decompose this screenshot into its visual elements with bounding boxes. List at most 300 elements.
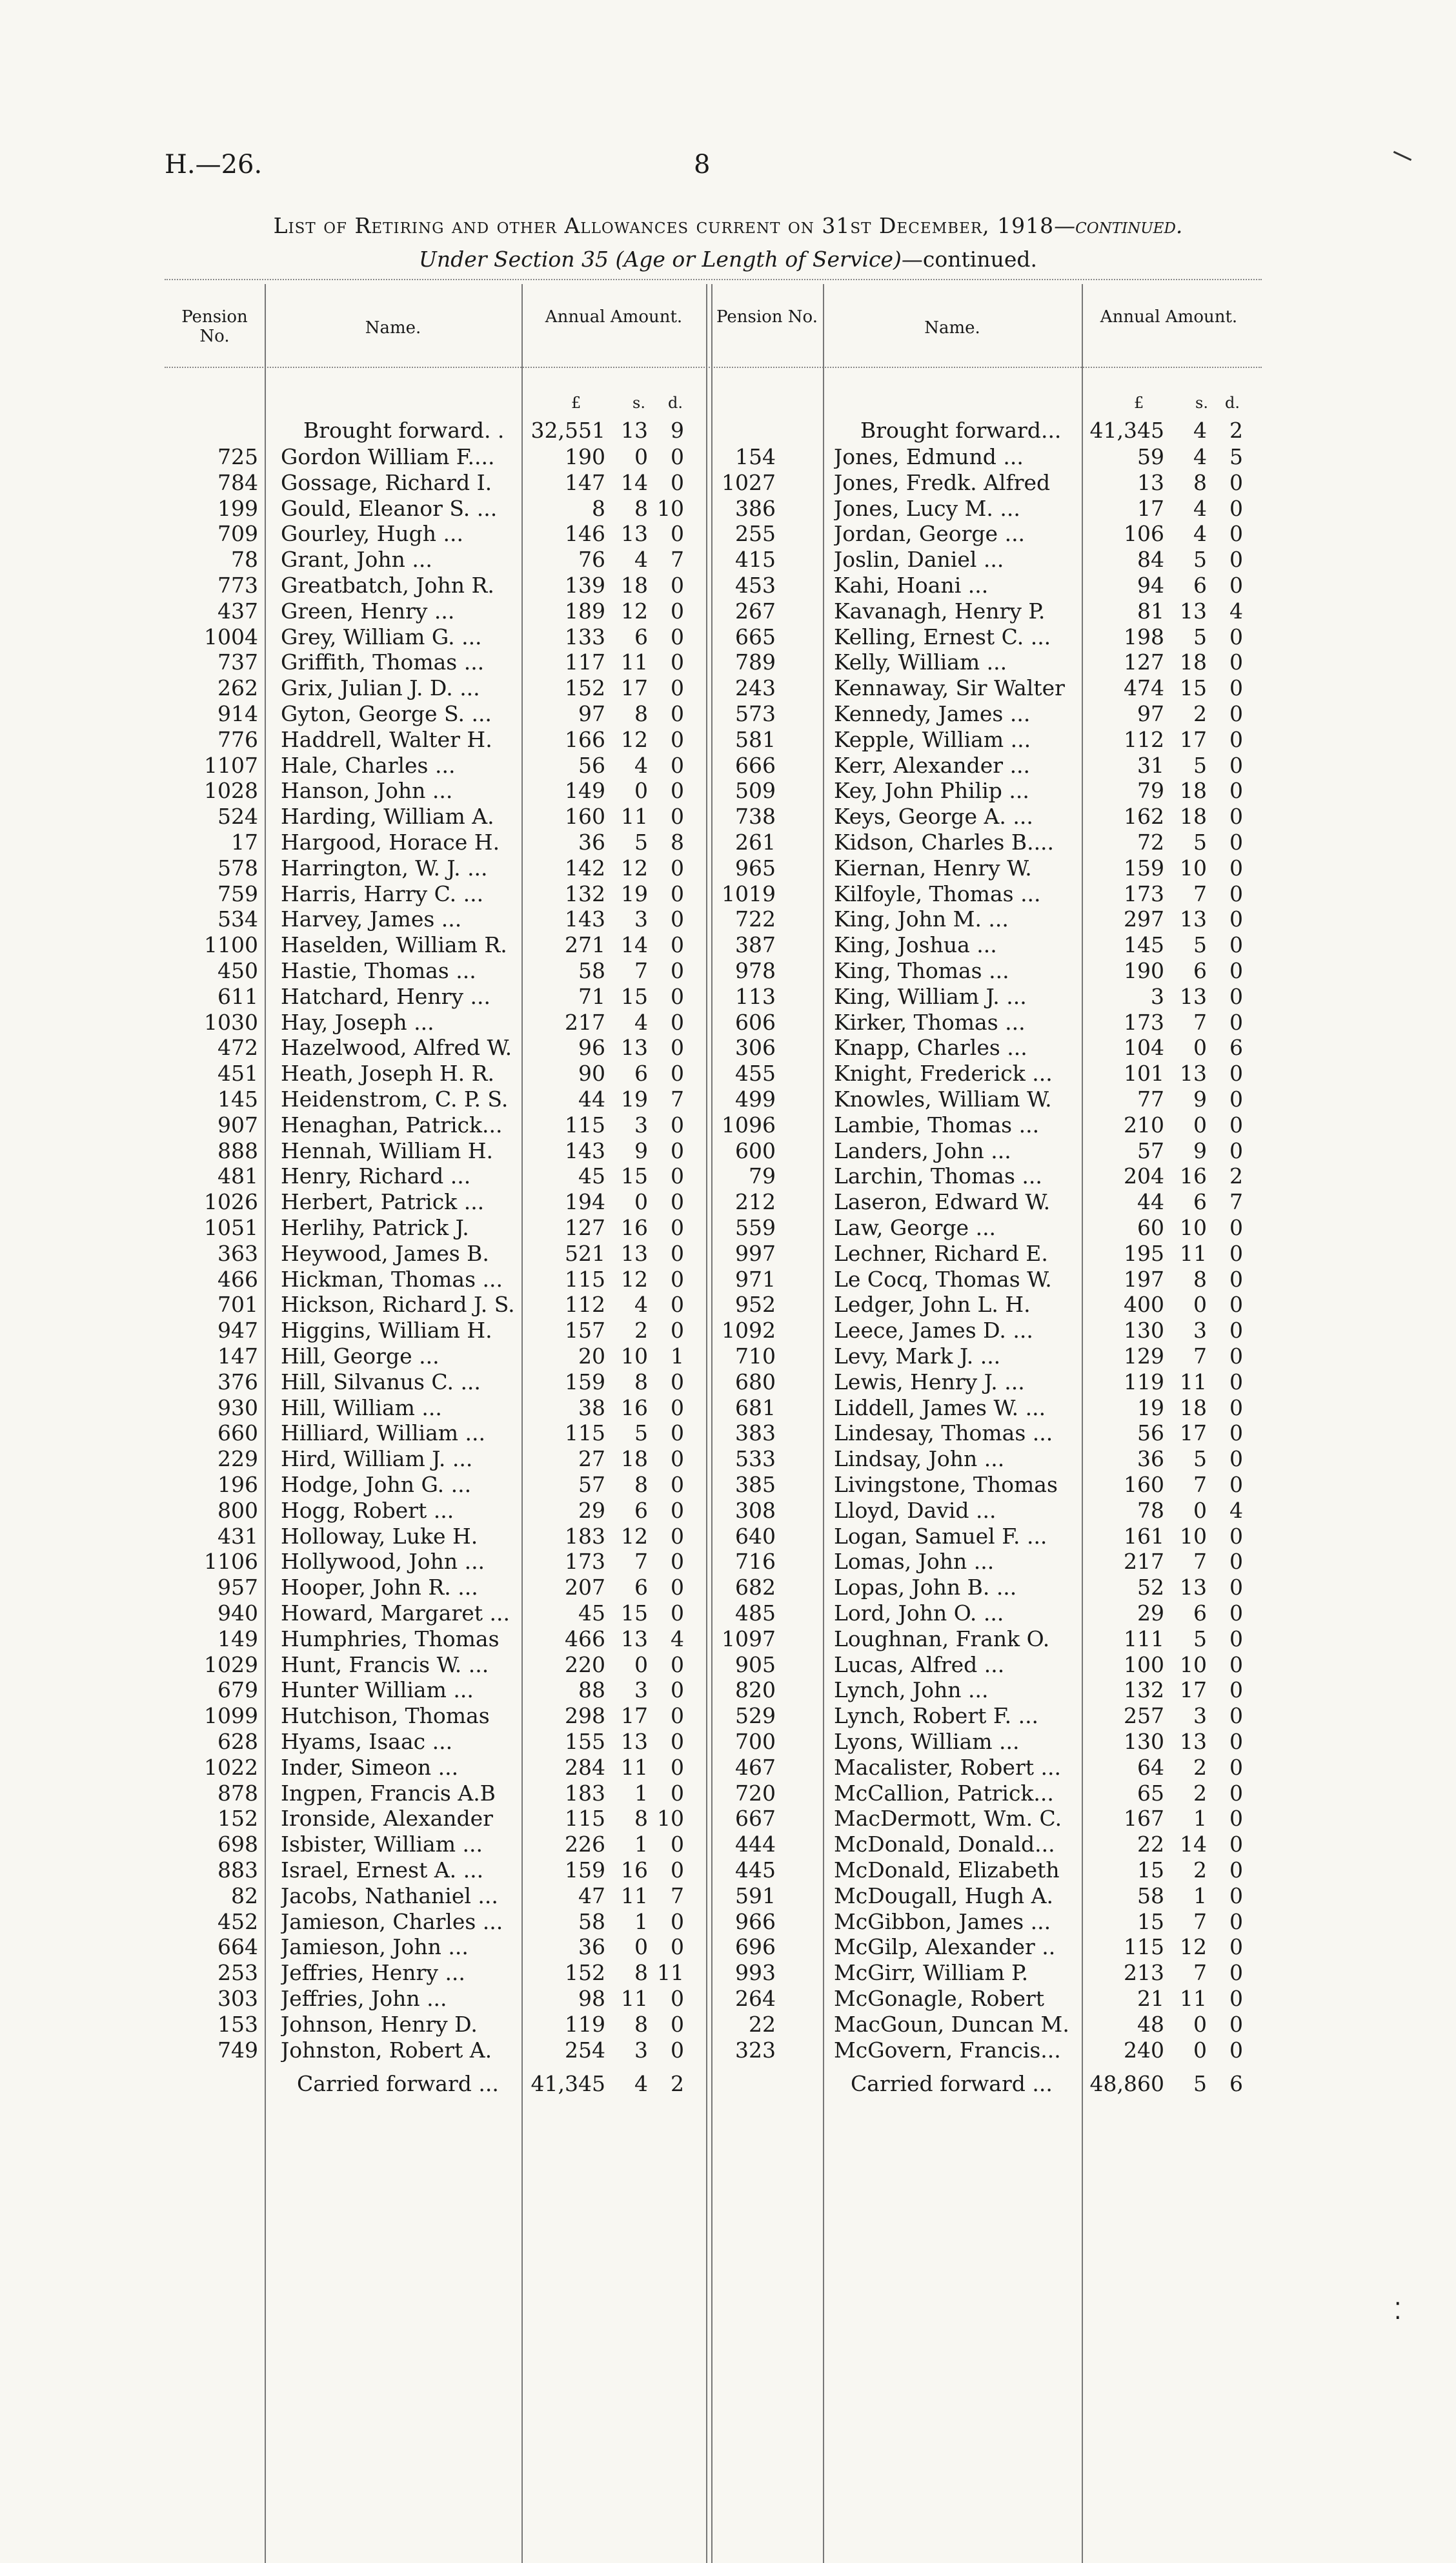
cell-pension-no: 696 (735, 1934, 776, 1960)
cell-pence: 7 (1229, 1189, 1243, 1215)
cell-pension-no: 667 (735, 1806, 776, 1832)
cell-name: Harding, William A. (281, 804, 494, 830)
cell-name: Kidson, Charles B.... (834, 830, 1055, 855)
cell-pounds: 36 (1137, 1446, 1164, 1472)
table-row (711, 1498, 1260, 1524)
cell-name: Grey, William G. ... (281, 624, 482, 649)
cell-name: Jordan, George ... (834, 521, 1026, 547)
cell-shillings: 10 (621, 1343, 648, 1369)
cell-pence: 0 (671, 1986, 684, 2011)
cell-pence: 0 (1229, 1061, 1243, 1087)
cell-pounds: 60 (1137, 1215, 1164, 1240)
cell-name: Holloway, Luke H. (281, 1523, 478, 1549)
cell-pounds: 189 (565, 598, 605, 624)
cell-shillings: 13 (1180, 983, 1207, 1009)
table-row (165, 958, 707, 984)
cell-shillings: 11 (621, 1883, 648, 1908)
cell-pence: 0 (1229, 1009, 1243, 1035)
cell-pounds: 119 (1124, 1369, 1164, 1394)
cell-pension-no: 534 (217, 906, 258, 932)
table-row (711, 1600, 1260, 1626)
cell-pension-no: 481 (217, 1163, 258, 1189)
cell-pension-no: 905 (735, 1651, 776, 1677)
cell-pension-no: 385 (735, 1472, 776, 1497)
cell-pounds: 44 (578, 1087, 605, 1112)
cell-name: Green, Henry ... (281, 598, 455, 624)
cell-pension-no: 1097 (722, 1626, 776, 1651)
cell-pension-no: 22 (749, 2011, 776, 2037)
table-row (711, 444, 1260, 470)
cell-pension-no: 455 (735, 1061, 776, 1087)
cell-pension-no: 453 (735, 573, 776, 598)
cell-pension-no: 710 (735, 1343, 776, 1369)
cell-pounds: 190 (1124, 958, 1164, 983)
cell-shillings: 7 (634, 1549, 648, 1575)
cell-shillings: 15 (621, 1163, 648, 1189)
cell-shillings: 3 (1193, 1703, 1207, 1729)
cell-pence: 0 (671, 2037, 684, 2063)
cell-pence: 4 (1229, 598, 1243, 624)
cell-name: Kennaway, Sir Walter (834, 675, 1065, 701)
cell-pension-no: 509 (735, 778, 776, 804)
cell-pence: 0 (1229, 1806, 1243, 1832)
table-row (165, 1883, 707, 1909)
cell-pounds: 101 (1124, 1061, 1164, 1087)
table-row (711, 598, 1260, 624)
cell-shillings: 12 (621, 1523, 648, 1549)
cell-pounds: 94 (1137, 573, 1164, 598)
cell-name: Jeffries, Henry ... (281, 1960, 465, 1986)
table-row (165, 1857, 707, 1883)
cell-pension-no: 700 (735, 1729, 776, 1754)
cell-shillings: 0 (1193, 1497, 1207, 1523)
table-row (711, 1934, 1260, 1960)
table-row (165, 1267, 707, 1292)
table-row (165, 701, 707, 727)
table-row (165, 1087, 707, 1112)
cell-pence: 0 (671, 1729, 684, 1754)
cell-pence: 0 (1229, 983, 1243, 1009)
table-row (165, 1446, 707, 1472)
cell-pence: 0 (1229, 701, 1243, 726)
cell-shillings: 8 (634, 2011, 648, 2037)
cell-pension-no: 17 (231, 830, 258, 855)
cell-shillings: 8 (634, 495, 648, 521)
table-row (711, 1241, 1260, 1267)
cell-name: Lord, John O. ... (834, 1600, 1004, 1626)
subtitle-continued: —continued. (901, 247, 1037, 272)
cell-shillings: 17 (1180, 726, 1207, 752)
cell-name: Lambie, Thomas ... (834, 1112, 1040, 1138)
cell-pension-no: 451 (217, 1061, 258, 1087)
cell-shillings: 17 (621, 1703, 648, 1729)
cell-pence: 0 (671, 1420, 684, 1446)
cell-name: Jeffries, John ... (281, 1986, 447, 2011)
cell-shillings: 16 (1180, 1163, 1207, 1189)
table-row (165, 1703, 707, 1729)
cell-shillings: 7 (1193, 1009, 1207, 1035)
table-header-rule (165, 367, 1262, 368)
cell-pension-no: 152 (217, 1806, 258, 1832)
table-row (711, 2012, 1260, 2037)
cell-shillings: 13 (1180, 1729, 1207, 1754)
cell-pounds: 22 (1137, 1832, 1164, 1857)
carried-forward-label-left: Carried forward ... (297, 2071, 499, 2096)
cell-pounds: 21 (1137, 1986, 1164, 2011)
header-amount-right: Annual Amount. (1100, 307, 1238, 327)
cell-pence: 6 (1229, 1035, 1243, 1061)
cell-shillings: 13 (621, 1729, 648, 1754)
cell-pence: 0 (1229, 752, 1243, 778)
cell-pence: 0 (1229, 1908, 1243, 1934)
cell-pounds: 155 (565, 1729, 605, 1754)
cell-pounds: 132 (1124, 1677, 1164, 1703)
cell-pence: 0 (671, 1651, 684, 1677)
cell-pension-no: 376 (217, 1369, 258, 1394)
cell-pension-no: 485 (735, 1600, 776, 1626)
cell-name: Higgins, William H. (281, 1318, 492, 1343)
cell-shillings: 3 (634, 1677, 648, 1703)
cell-pence: 0 (671, 1677, 684, 1703)
cell-pounds: 96 (578, 1035, 605, 1061)
cell-pence: 0 (1229, 469, 1243, 495)
cell-name: Lopas, John B. ... (834, 1575, 1017, 1600)
table-row (711, 1857, 1260, 1883)
cell-pounds: 143 (565, 906, 605, 932)
cell-name: Hutchison, Thomas (281, 1703, 490, 1729)
cell-shillings: 1 (1193, 1806, 1207, 1832)
cell-pension-no: 1022 (204, 1754, 258, 1780)
cell-name: Macalister, Robert ... (834, 1754, 1061, 1780)
table-row (711, 1035, 1260, 1061)
cell-shillings: 11 (1180, 1986, 1207, 2011)
unit-pounds-left: £ (571, 394, 581, 412)
cell-name: Hilliard, William ... (281, 1420, 486, 1446)
cell-pension-no: 914 (217, 701, 258, 726)
cell-pence: 0 (1229, 1369, 1243, 1394)
table-row (165, 1112, 707, 1138)
cell-pension-no: 1026 (204, 1189, 258, 1215)
cell-shillings: 13 (1180, 906, 1207, 932)
cell-pounds: 56 (578, 752, 605, 778)
table-row (711, 1395, 1260, 1421)
table-row (165, 496, 707, 522)
cell-shillings: 3 (634, 1112, 648, 1138)
table-row (711, 496, 1260, 522)
cell-pension-no: 212 (735, 1189, 776, 1215)
table-row (711, 470, 1260, 496)
table-row (165, 778, 707, 804)
cell-shillings: 15 (621, 983, 648, 1009)
cell-pounds: 98 (578, 1986, 605, 2011)
cell-pension-no: 308 (735, 1497, 776, 1523)
table-row (711, 1549, 1260, 1575)
table-row (711, 1677, 1260, 1703)
carried-forward-shillings-right: 5 (1193, 2071, 1207, 2096)
cell-pension-no: 681 (735, 1394, 776, 1420)
cell-shillings: 11 (621, 1754, 648, 1780)
cell-shillings: 8 (1193, 1266, 1207, 1292)
cell-pounds: 149 (565, 778, 605, 804)
cell-shillings: 8 (634, 1369, 648, 1394)
cell-shillings: 10 (1180, 855, 1207, 881)
cell-name: McGovern, Francis... (834, 2037, 1061, 2063)
cell-pence: 0 (671, 1163, 684, 1189)
header-pension-no-left: Pension No. (181, 307, 248, 346)
table-row (165, 598, 707, 624)
cell-name: Kelly, William ... (834, 649, 1007, 675)
cell-pence: 7 (671, 1087, 684, 1112)
cell-pension-no: 1051 (204, 1215, 258, 1240)
table-row (165, 573, 707, 598)
cell-pounds: 59 (1137, 444, 1164, 469)
cell-shillings: 11 (621, 649, 648, 675)
table-row (711, 958, 1260, 984)
cell-name: Jones, Fredk. Alfred (834, 469, 1051, 495)
cell-name: Loughnan, Frank O. (834, 1626, 1050, 1651)
brought-forward-pounds-left: 32,551 (531, 418, 605, 443)
table-row (711, 1138, 1260, 1164)
cell-pension-no: 600 (735, 1138, 776, 1163)
cell-pension-no: 229 (217, 1446, 258, 1472)
cell-pension-no: 957 (217, 1575, 258, 1600)
cell-pence: 0 (1229, 804, 1243, 830)
cell-pounds: 58 (578, 1908, 605, 1934)
title-caps: List of Retiring and other Allowances current on 31st December, 1918 (273, 213, 1055, 238)
cell-shillings: 16 (621, 1215, 648, 1240)
brought-forward-pence-right: 2 (1229, 418, 1243, 443)
cell-name: Joslin, Daniel ... (834, 547, 1004, 573)
cell-name: Law, George ... (834, 1215, 996, 1240)
cell-pension-no: 149 (217, 1626, 258, 1651)
cell-shillings: 12 (621, 598, 648, 624)
cell-name: Howard, Margaret ... (281, 1600, 511, 1626)
table-row (165, 1960, 707, 1986)
cell-pence: 0 (671, 1189, 684, 1215)
cell-pension-no: 665 (735, 624, 776, 649)
carried-forward-pence-left: 2 (671, 2071, 684, 2096)
cell-pounds: 198 (1124, 624, 1164, 649)
cell-pounds: 31 (1137, 752, 1164, 778)
header-amount-left: Annual Amount. (545, 307, 683, 327)
cell-pension-no: 264 (735, 1986, 776, 2011)
cell-shillings: 0 (1193, 2011, 1207, 2037)
table-row (711, 1806, 1260, 1832)
cell-name: Kerr, Alexander ... (834, 752, 1031, 778)
cell-name: Haddrell, Walter H. (281, 726, 492, 752)
cell-name: Livingstone, Thomas (834, 1472, 1058, 1497)
table-row (165, 1343, 707, 1369)
cell-pence: 0 (1229, 2011, 1243, 2037)
cell-pension-no: 467 (735, 1754, 776, 1780)
cell-shillings: 17 (1180, 1677, 1207, 1703)
page-subtitle (0, 247, 1456, 272)
cell-shillings: 3 (1193, 1318, 1207, 1343)
cell-name: Logan, Samuel F. ... (834, 1523, 1047, 1549)
carried-forward-pounds-left: 41,345 (531, 2071, 605, 2096)
cell-pounds: 115 (565, 1420, 605, 1446)
cell-pounds: 57 (578, 1472, 605, 1497)
cell-pension-no: 680 (735, 1369, 776, 1394)
cell-pension-no: 1030 (204, 1009, 258, 1035)
cell-pence: 0 (1229, 830, 1243, 855)
cell-name: Lewis, Henry J. ... (834, 1369, 1025, 1394)
cell-pence: 7 (671, 547, 684, 573)
table-row (711, 1087, 1260, 1112)
cell-pension-no: 383 (735, 1420, 776, 1446)
table-row (165, 1472, 707, 1498)
cell-pounds: 90 (578, 1061, 605, 1087)
cell-pounds: 64 (1137, 1754, 1164, 1780)
cell-name: Ledger, John L. H. (834, 1292, 1031, 1318)
cell-pence: 0 (1229, 649, 1243, 675)
cell-pounds: 166 (565, 726, 605, 752)
cell-pension-no: 253 (217, 1960, 258, 1986)
cell-shillings: 16 (621, 1394, 648, 1420)
cell-pounds: 65 (1137, 1780, 1164, 1806)
cell-name: Herbert, Patrick ... (281, 1189, 485, 1215)
cell-pension-no: 611 (217, 983, 258, 1009)
cell-pence: 0 (671, 521, 684, 547)
cell-pounds: 106 (1124, 521, 1164, 547)
cell-pounds: 190 (565, 444, 605, 469)
cell-name: Lynch, John ... (834, 1677, 989, 1703)
table-row (165, 1806, 707, 1832)
brought-forward-shillings-right: 4 (1193, 418, 1207, 443)
cell-pounds: 38 (578, 1394, 605, 1420)
table-row (711, 1446, 1260, 1472)
cell-shillings: 13 (1180, 598, 1207, 624)
table-row (711, 624, 1260, 650)
cell-pounds: 104 (1124, 1035, 1164, 1061)
table-row (711, 1163, 1260, 1189)
cell-shillings: 3 (634, 2037, 648, 2063)
cell-name: McGilp, Alexander .. (834, 1934, 1056, 1960)
table-row (165, 984, 707, 1010)
cell-name: King, Joshua ... (834, 932, 997, 958)
cell-name: Jones, Edmund ... (834, 444, 1024, 469)
cell-shillings: 14 (621, 932, 648, 958)
cell-pence: 0 (1229, 2037, 1243, 2063)
table-row (711, 1189, 1260, 1215)
cell-pence: 0 (671, 932, 684, 958)
page-number: 8 (694, 150, 711, 179)
table-row (165, 1498, 707, 1524)
cell-shillings: 5 (1193, 1446, 1207, 1472)
cell-pension-no: 971 (735, 1266, 776, 1292)
page-title (0, 213, 1456, 238)
cell-name: Jacobs, Nathaniel ... (281, 1883, 498, 1908)
cell-shillings: 7 (1193, 1343, 1207, 1369)
unit-pence-left: d. (668, 394, 683, 412)
cell-pence: 0 (1229, 1343, 1243, 1369)
cell-pension-no: 261 (735, 830, 776, 855)
cell-shillings: 6 (1193, 573, 1207, 598)
cell-shillings: 7 (1193, 1472, 1207, 1497)
cell-name: Greatbatch, John R. (281, 573, 494, 598)
cell-pence: 10 (657, 495, 684, 521)
table-row (165, 649, 707, 675)
table-row (165, 1035, 707, 1061)
cell-name: Johnston, Robert A. (281, 2037, 492, 2063)
table-row (165, 1369, 707, 1395)
cell-name: Knight, Frederick ... (834, 1061, 1053, 1087)
brought-forward-label-left: Brought forward. . (303, 418, 505, 443)
cell-pounds: 146 (565, 521, 605, 547)
cell-name: McGibbon, James ... (834, 1908, 1051, 1934)
table-row (165, 855, 707, 881)
cell-name: Laseron, Edward W. (834, 1189, 1051, 1215)
cell-pension-no: 450 (217, 958, 258, 983)
cell-pounds: 58 (578, 958, 605, 983)
cell-name: Jamieson, Charles ... (281, 1908, 503, 1934)
table-row (165, 2012, 707, 2037)
cell-pence: 0 (671, 2011, 684, 2037)
table-row (711, 1318, 1260, 1343)
cell-pence: 4 (1229, 1497, 1243, 1523)
cell-shillings: 7 (1193, 881, 1207, 906)
cell-pounds: 204 (1124, 1163, 1164, 1189)
cell-pence: 8 (671, 830, 684, 855)
cell-pounds: 56 (1137, 1420, 1164, 1446)
cell-pension-no: 306 (735, 1035, 776, 1061)
cell-pension-no: 930 (217, 1394, 258, 1420)
cell-pounds: 162 (1124, 804, 1164, 830)
cell-pounds: 52 (1137, 1575, 1164, 1600)
cell-shillings: 6 (1193, 1600, 1207, 1626)
cell-name: Lindsay, John ... (834, 1446, 1005, 1472)
cell-pence: 0 (671, 1703, 684, 1729)
cell-name: Lyons, William ... (834, 1729, 1020, 1754)
table-row (165, 1986, 707, 2012)
cell-pension-no: 1106 (204, 1549, 258, 1575)
cell-pounds: 47 (578, 1883, 605, 1908)
cell-pounds: 240 (1124, 2037, 1164, 2063)
table-row (165, 1138, 707, 1164)
cell-pounds: 147 (565, 469, 605, 495)
cell-pension-no: 952 (735, 1292, 776, 1318)
header-name-right: Name. (924, 318, 980, 338)
cell-shillings: 14 (1180, 1832, 1207, 1857)
cell-pence: 0 (671, 1780, 684, 1806)
table-row (711, 906, 1260, 932)
table-row (711, 1703, 1260, 1729)
cell-pounds: 130 (1124, 1729, 1164, 1754)
cell-pounds: 139 (565, 573, 605, 598)
cell-pension-no: 82 (231, 1883, 258, 1908)
cell-shillings: 2 (1193, 1780, 1207, 1806)
cell-shillings: 4 (634, 1292, 648, 1318)
cell-shillings: 8 (634, 701, 648, 726)
cell-pension-no: 749 (217, 2037, 258, 2063)
cell-name: Hay, Joseph ... (281, 1009, 434, 1035)
cell-pounds: 173 (1124, 881, 1164, 906)
carried-forward-pounds-right: 48,860 (1089, 2071, 1164, 2096)
cell-pension-no: 323 (735, 2037, 776, 2063)
cell-pension-no: 78 (231, 547, 258, 573)
cell-shillings: 12 (621, 855, 648, 881)
table-row (165, 1909, 707, 1935)
cell-pension-no: 1028 (204, 778, 258, 804)
table-row (165, 1729, 707, 1755)
cell-pounds: 132 (565, 881, 605, 906)
cell-pence: 1 (671, 1343, 684, 1369)
cell-shillings: 18 (621, 1446, 648, 1472)
brought-forward-pounds-right: 41,345 (1089, 418, 1164, 443)
cell-pounds: 220 (565, 1651, 605, 1677)
cell-shillings: 7 (634, 958, 648, 983)
table-row (165, 444, 707, 470)
